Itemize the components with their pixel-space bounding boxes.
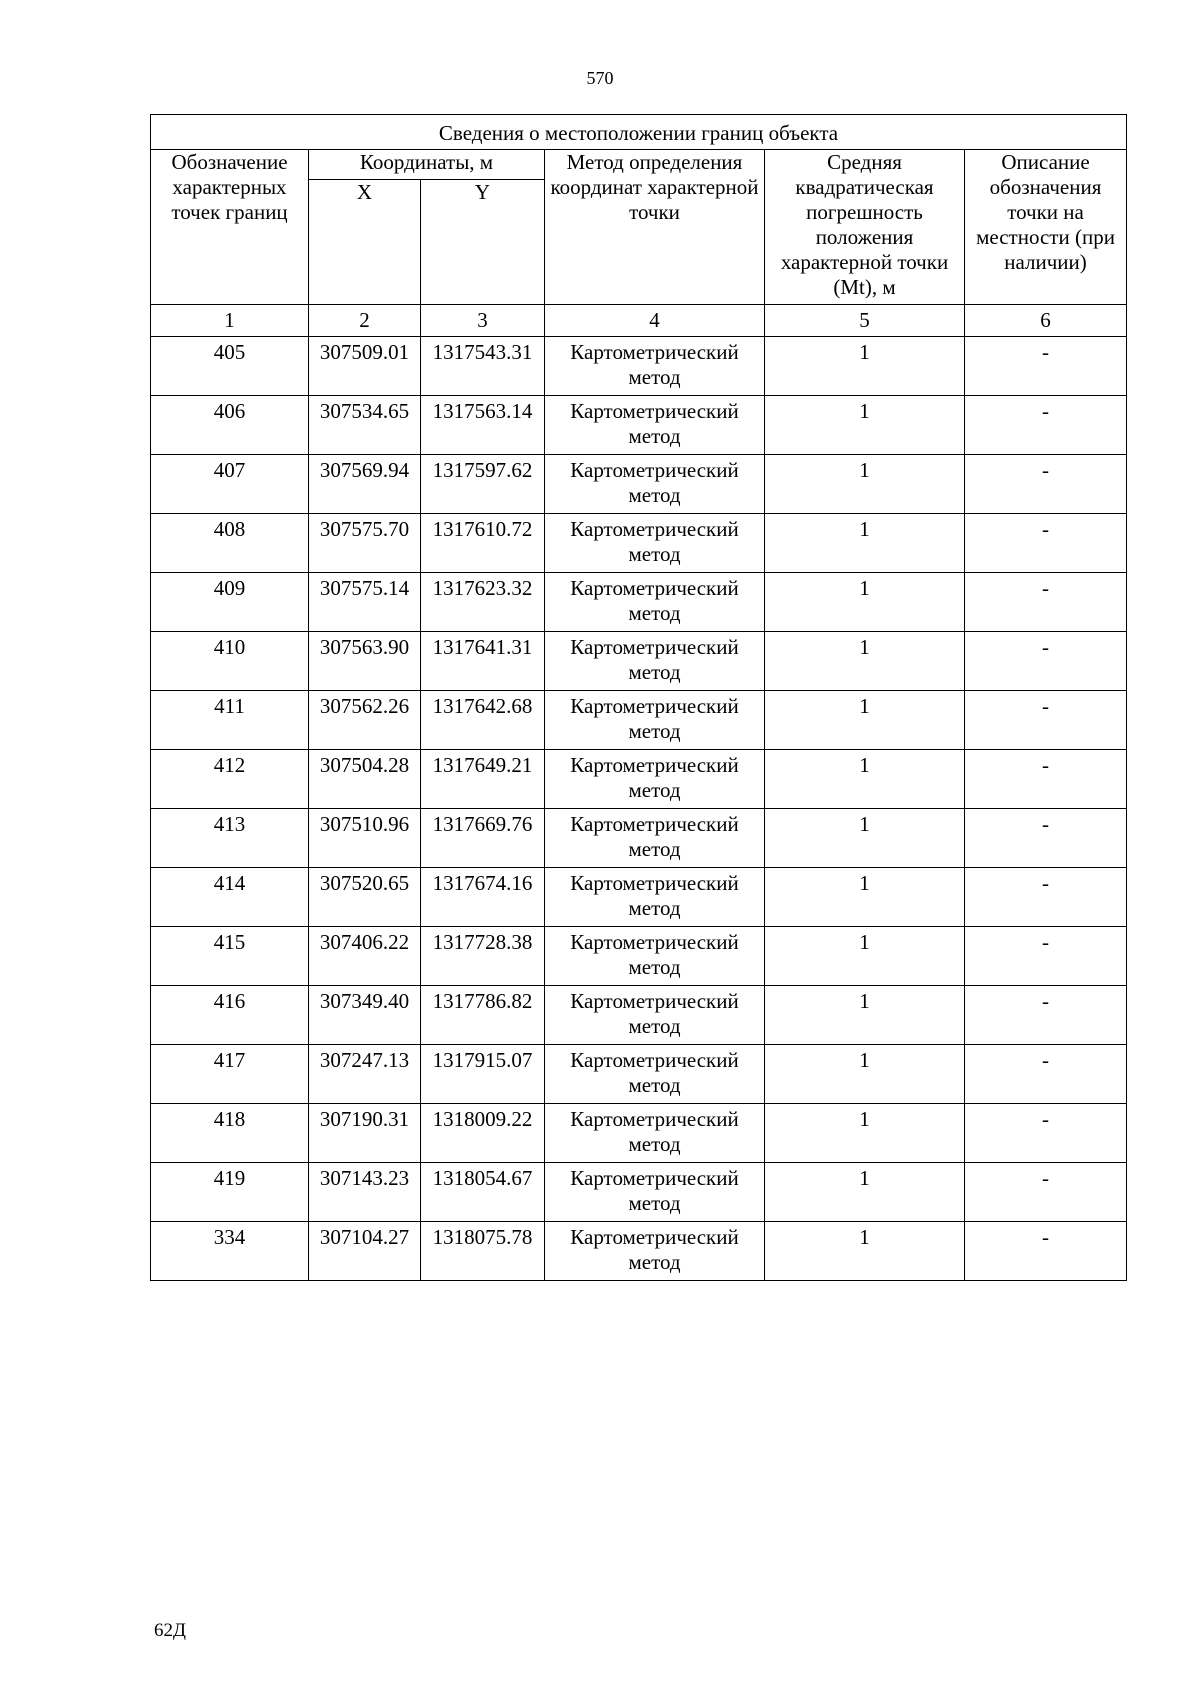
description-cell: - bbox=[965, 1222, 1127, 1281]
point-cell: 412 bbox=[151, 750, 309, 809]
method-cell bbox=[545, 750, 765, 809]
method-line: метод bbox=[628, 365, 681, 389]
table-row bbox=[151, 573, 1127, 632]
method-line: Картометрический bbox=[570, 989, 739, 1013]
y-coordinate-cell: 1317649.21 bbox=[421, 750, 545, 809]
method-cell bbox=[545, 1163, 765, 1222]
table-title: Сведения о местоположении границ объекта bbox=[151, 115, 1127, 150]
method-line: метод bbox=[628, 1014, 681, 1038]
y-coordinate-cell: 1317563.14 bbox=[421, 396, 545, 455]
table-row bbox=[151, 1163, 1127, 1222]
method-line: метод bbox=[628, 837, 681, 861]
point-cell: 411 bbox=[151, 691, 309, 750]
point-cell: 407 bbox=[151, 455, 309, 514]
method-line: метод bbox=[628, 1191, 681, 1215]
error-cell: 1 bbox=[765, 455, 965, 514]
column-number: 5 bbox=[765, 305, 965, 337]
x-coordinate-cell: 307143.23 bbox=[309, 1163, 421, 1222]
description-cell: - bbox=[965, 455, 1127, 514]
method-cell bbox=[545, 396, 765, 455]
error-cell: 1 bbox=[765, 1045, 965, 1104]
x-coordinate-cell: 307509.01 bbox=[309, 337, 421, 396]
point-cell: 408 bbox=[151, 514, 309, 573]
error-cell: 1 bbox=[765, 1104, 965, 1163]
method-cell bbox=[545, 455, 765, 514]
description-cell: - bbox=[965, 809, 1127, 868]
y-coordinate-cell: 1317915.07 bbox=[421, 1045, 545, 1104]
table-row bbox=[151, 1104, 1127, 1163]
point-cell: 415 bbox=[151, 927, 309, 986]
description-cell: - bbox=[965, 1163, 1127, 1222]
header-description: Описание обозначения точки на местности (при наличии) bbox=[965, 150, 1127, 305]
method-cell bbox=[545, 691, 765, 750]
point-cell: 416 bbox=[151, 986, 309, 1045]
point-cell: 409 bbox=[151, 573, 309, 632]
table-row bbox=[151, 927, 1127, 986]
method-cell bbox=[545, 514, 765, 573]
method-cell bbox=[545, 1222, 765, 1281]
method-line: метод bbox=[628, 1132, 681, 1156]
method-cell bbox=[545, 632, 765, 691]
table-row bbox=[151, 632, 1127, 691]
method-cell bbox=[545, 1104, 765, 1163]
error-cell: 1 bbox=[765, 632, 965, 691]
description-cell: - bbox=[965, 514, 1127, 573]
method-cell bbox=[545, 809, 765, 868]
error-cell: 1 bbox=[765, 514, 965, 573]
method-line: метод bbox=[628, 1250, 681, 1274]
error-cell: 1 bbox=[765, 337, 965, 396]
x-coordinate-cell: 307406.22 bbox=[309, 927, 421, 986]
error-cell: 1 bbox=[765, 750, 965, 809]
y-coordinate-cell: 1317623.32 bbox=[421, 573, 545, 632]
error-cell: 1 bbox=[765, 986, 965, 1045]
y-coordinate-cell: 1317543.31 bbox=[421, 337, 545, 396]
y-coordinate-cell: 1317642.68 bbox=[421, 691, 545, 750]
method-line: метод bbox=[628, 483, 681, 507]
method-line: Картометрический bbox=[570, 458, 739, 482]
error-cell: 1 bbox=[765, 691, 965, 750]
column-number: 2 bbox=[309, 305, 421, 337]
x-coordinate-cell: 307575.70 bbox=[309, 514, 421, 573]
boundary-coordinates-table bbox=[150, 114, 1127, 1281]
method-line: Картометрический bbox=[570, 635, 739, 659]
description-cell: - bbox=[965, 750, 1127, 809]
method-line: метод bbox=[628, 660, 681, 684]
x-coordinate-cell: 307104.27 bbox=[309, 1222, 421, 1281]
method-cell bbox=[545, 337, 765, 396]
method-line: метод bbox=[628, 719, 681, 743]
method-line: метод bbox=[628, 542, 681, 566]
x-coordinate-cell: 307510.96 bbox=[309, 809, 421, 868]
method-line: метод bbox=[628, 778, 681, 802]
x-coordinate-cell: 307190.31 bbox=[309, 1104, 421, 1163]
x-coordinate-cell: 307520.65 bbox=[309, 868, 421, 927]
method-line: метод bbox=[628, 424, 681, 448]
point-cell: 413 bbox=[151, 809, 309, 868]
column-number: 1 bbox=[151, 305, 309, 337]
method-cell bbox=[545, 927, 765, 986]
x-coordinate-cell: 307563.90 bbox=[309, 632, 421, 691]
table-row bbox=[151, 455, 1127, 514]
method-line: Картометрический bbox=[570, 871, 739, 895]
x-coordinate-cell: 307349.40 bbox=[309, 986, 421, 1045]
error-cell: 1 bbox=[765, 1163, 965, 1222]
description-cell: - bbox=[965, 337, 1127, 396]
header-method: Метод определения координат характерной точки bbox=[545, 150, 765, 305]
table-row bbox=[151, 809, 1127, 868]
y-coordinate-cell: 1317597.62 bbox=[421, 455, 545, 514]
description-cell: - bbox=[965, 691, 1127, 750]
method-line: Картометрический bbox=[570, 1107, 739, 1131]
table-row bbox=[151, 396, 1127, 455]
point-cell: 417 bbox=[151, 1045, 309, 1104]
description-cell: - bbox=[965, 573, 1127, 632]
method-cell bbox=[545, 1045, 765, 1104]
description-cell: - bbox=[965, 868, 1127, 927]
y-coordinate-cell: 1317728.38 bbox=[421, 927, 545, 986]
header-point: Обозначение характерных точек границ bbox=[151, 150, 309, 305]
method-cell bbox=[545, 573, 765, 632]
document-code: 62Д bbox=[154, 1620, 186, 1641]
description-cell: - bbox=[965, 396, 1127, 455]
column-number: 3 bbox=[421, 305, 545, 337]
description-cell: - bbox=[965, 927, 1127, 986]
method-line: Картометрический bbox=[570, 930, 739, 954]
point-cell: 410 bbox=[151, 632, 309, 691]
method-line: Картометрический bbox=[570, 812, 739, 836]
y-coordinate-cell: 1318009.22 bbox=[421, 1104, 545, 1163]
table-row bbox=[151, 868, 1127, 927]
method-line: Картометрический bbox=[570, 1048, 739, 1072]
table-row bbox=[151, 337, 1127, 396]
table-row bbox=[151, 1045, 1127, 1104]
method-line: Картометрический bbox=[570, 1225, 739, 1249]
method-line: Картометрический bbox=[570, 517, 739, 541]
method-line: Картометрический bbox=[570, 399, 739, 423]
method-cell bbox=[545, 868, 765, 927]
description-cell: - bbox=[965, 986, 1127, 1045]
point-cell: 419 bbox=[151, 1163, 309, 1222]
table-row bbox=[151, 986, 1127, 1045]
error-cell: 1 bbox=[765, 809, 965, 868]
x-coordinate-cell: 307562.26 bbox=[309, 691, 421, 750]
x-coordinate-cell: 307534.65 bbox=[309, 396, 421, 455]
description-cell: - bbox=[965, 1045, 1127, 1104]
table-row bbox=[151, 1222, 1127, 1281]
y-coordinate-cell: 1317669.76 bbox=[421, 809, 545, 868]
method-line: метод bbox=[628, 1073, 681, 1097]
error-cell: 1 bbox=[765, 868, 965, 927]
header-y: Y bbox=[421, 180, 545, 305]
error-cell: 1 bbox=[765, 573, 965, 632]
point-cell: 334 bbox=[151, 1222, 309, 1281]
table-row bbox=[151, 750, 1127, 809]
table-row bbox=[151, 691, 1127, 750]
method-line: Картометрический bbox=[570, 694, 739, 718]
table-body bbox=[151, 337, 1127, 1281]
column-number: 4 bbox=[545, 305, 765, 337]
header-error: Средняя квадратическая погрешность положения характерной точки (Mt), м bbox=[765, 150, 965, 305]
x-coordinate-cell: 307575.14 bbox=[309, 573, 421, 632]
y-coordinate-cell: 1318075.78 bbox=[421, 1222, 545, 1281]
table-row bbox=[151, 514, 1127, 573]
error-cell: 1 bbox=[765, 396, 965, 455]
y-coordinate-cell: 1317641.31 bbox=[421, 632, 545, 691]
method-cell bbox=[545, 986, 765, 1045]
x-coordinate-cell: 307569.94 bbox=[309, 455, 421, 514]
method-line: Картометрический bbox=[570, 576, 739, 600]
error-cell: 1 bbox=[765, 1222, 965, 1281]
page-number: 570 bbox=[586, 68, 614, 88]
point-cell: 406 bbox=[151, 396, 309, 455]
error-cell: 1 bbox=[765, 927, 965, 986]
method-line: Картометрический bbox=[570, 1166, 739, 1190]
point-cell: 414 bbox=[151, 868, 309, 927]
y-coordinate-cell: 1317786.82 bbox=[421, 986, 545, 1045]
point-cell: 418 bbox=[151, 1104, 309, 1163]
description-cell: - bbox=[965, 1104, 1127, 1163]
header-coords: Координаты, м bbox=[309, 150, 545, 180]
y-coordinate-cell: 1317610.72 bbox=[421, 514, 545, 573]
method-line: Картометрический bbox=[570, 340, 739, 364]
column-number-row bbox=[151, 305, 1127, 337]
method-line: Картометрический bbox=[570, 753, 739, 777]
header-x: X bbox=[309, 180, 421, 305]
column-number: 6 bbox=[965, 305, 1127, 337]
y-coordinate-cell: 1318054.67 bbox=[421, 1163, 545, 1222]
description-cell: - bbox=[965, 632, 1127, 691]
y-coordinate-cell: 1317674.16 bbox=[421, 868, 545, 927]
method-line: метод bbox=[628, 896, 681, 920]
method-line: метод bbox=[628, 955, 681, 979]
x-coordinate-cell: 307504.28 bbox=[309, 750, 421, 809]
x-coordinate-cell: 307247.13 bbox=[309, 1045, 421, 1104]
method-line: метод bbox=[628, 601, 681, 625]
point-cell: 405 bbox=[151, 337, 309, 396]
